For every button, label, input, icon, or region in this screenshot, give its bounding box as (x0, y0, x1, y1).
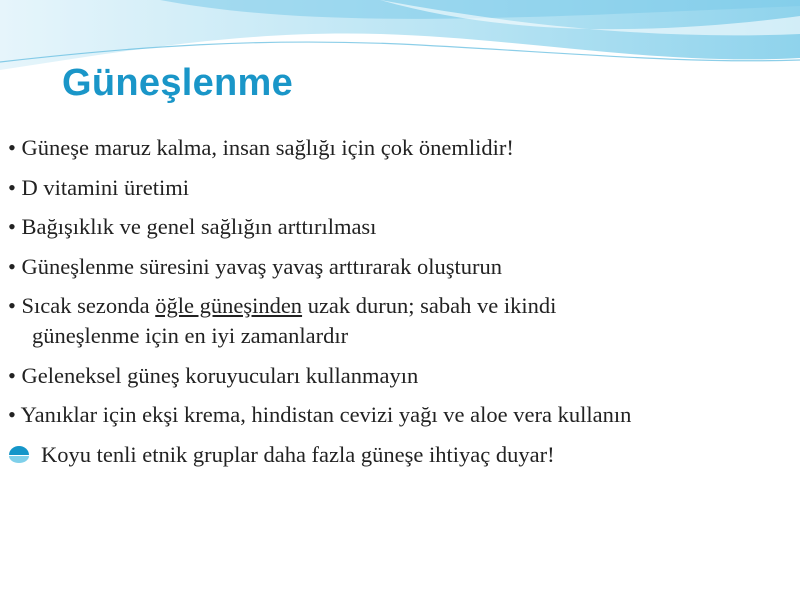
list-item: • Yanıklar için ekşi krema, hindistan cevizi yağı ve aloe vera kullanın (8, 402, 632, 427)
underlined-link[interactable]: öğle güneşinden (155, 293, 303, 318)
half-circle-bullet-icon (7, 446, 31, 464)
list-item: • Güneşe maruz kalma, insan sağlığı için çok önemlidir! (8, 135, 514, 160)
bullet-text: uzak durun; sabah ve ikindi (302, 293, 557, 318)
list-item (7, 440, 793, 470)
bullet-list (8, 133, 793, 479)
list-item (8, 291, 793, 351)
list-item: • Bağışıklık ve genel sağlığın arttırılması (8, 214, 377, 239)
slide-title: Güneşlenme (62, 62, 294, 104)
bullet-text: • Sıcak sezonda (8, 293, 156, 318)
bullet-text: Koyu tenli etnik gruplar daha fazla güneşe ihtiyaç duyar! (41, 441, 555, 467)
bullet-continuation: güneşlenme için en iyi zamanlardır (32, 323, 349, 348)
list-item: • D vitamini üretimi (8, 174, 189, 200)
list-item: • Güneşlenme süresini yavaş yavaş arttırarak oluşturun (8, 253, 502, 279)
list-item: • Geleneksel güneş koruyucuları kullanmayın (8, 362, 419, 388)
